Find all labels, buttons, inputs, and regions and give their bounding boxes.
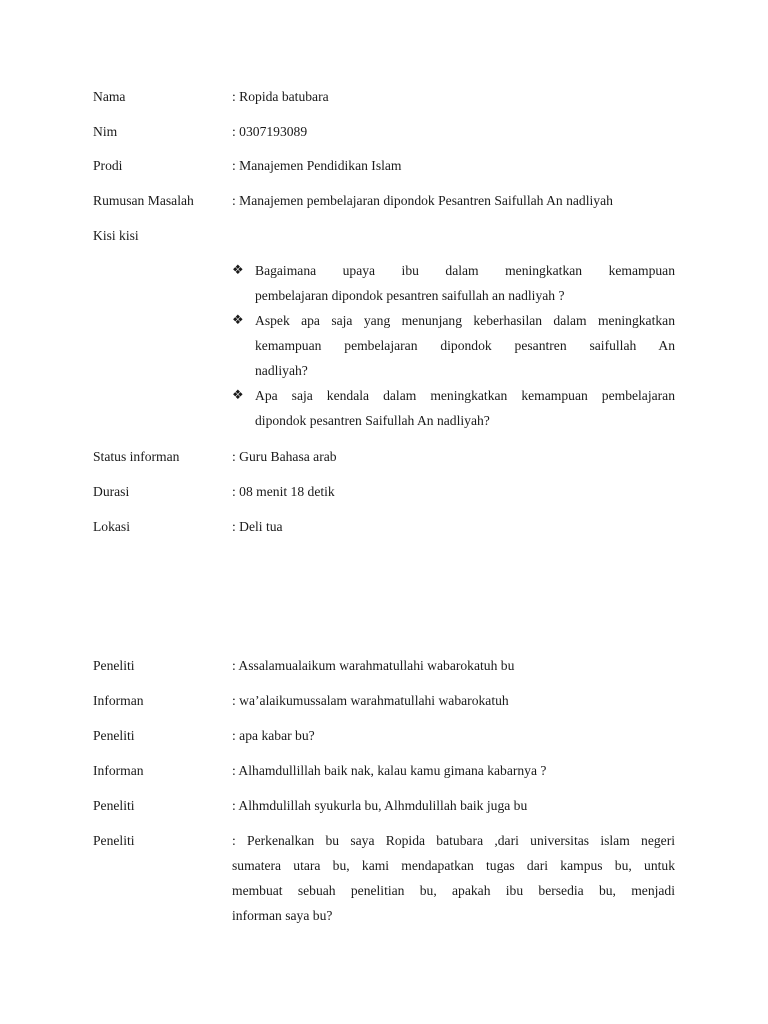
speaker-label: Peneliti: [93, 798, 135, 813]
list-item-line: nadliyah?: [255, 363, 308, 378]
field-status-informan: [93, 444, 675, 469]
diamond-bullet-icon: ❖: [232, 263, 244, 278]
field-value: : Manajemen Pendidikan Islam: [232, 158, 402, 173]
utterance-text: : Alhamdullillah baik nak, kalau kamu gimana kabarnya ?: [232, 763, 547, 778]
speaker-label: Peneliti: [93, 728, 135, 743]
list-item: [232, 258, 675, 308]
transcript-row: [93, 793, 675, 818]
list-item-line: pembelajaran dipondok pesantren saifullah an nadliyah ?: [255, 288, 565, 303]
transcript-row: [93, 653, 675, 678]
list-item-line: kemampuan pembelajaran dipondok pesantren saifullah An: [255, 338, 675, 353]
speaker-label: Peneliti: [93, 658, 135, 673]
list-item: [232, 383, 675, 433]
field-label: Durasi: [93, 484, 130, 499]
utterance-text: : Assalamualaikum warahmatullahi wabarokatuh bu: [232, 658, 515, 673]
field-label: Prodi: [93, 158, 123, 173]
diamond-bullet-icon: ❖: [232, 313, 244, 328]
utterance-line: sumatera utara bu, kami mendapatkan tugas dari kampus bu, untuk: [232, 858, 675, 873]
field-value: : 08 menit 18 detik: [232, 484, 335, 499]
list-item-line: Aspek apa saja yang menunjang keberhasilan dalam meningkatkan: [255, 313, 675, 328]
field-label: Status informan: [93, 449, 180, 464]
field-value: : Manajemen pembelajaran dipondok Pesantren Saifullah An nadliyah: [232, 193, 613, 208]
field-durasi: [93, 479, 675, 504]
utterance-text: : wa’alaikumussalam warahmatullahi wabarokatuh: [232, 693, 509, 708]
field-rumusan-masalah: [93, 188, 675, 213]
speaker-label: Informan: [93, 763, 144, 778]
field-value: : Ropida batubara: [232, 89, 329, 104]
field-lokasi: [93, 514, 675, 539]
field-label: Kisi kisi: [93, 228, 139, 243]
field-value: : 0307193089: [232, 124, 308, 139]
field-value: : Deli tua: [232, 519, 283, 534]
field-nama: [93, 84, 675, 109]
field-label: Nama: [93, 89, 126, 104]
field-value: : Guru Bahasa arab: [232, 449, 337, 464]
transcript-row: [93, 758, 675, 783]
field-label: Rumusan Masalah: [93, 193, 194, 208]
speaker-label: Peneliti: [93, 833, 135, 848]
list-item-line: Apa saja kendala dalam meningkatkan kemampuan pembelajaran: [255, 388, 675, 403]
diamond-bullet-icon: ❖: [232, 388, 244, 403]
transcript-row: [93, 723, 675, 748]
utterance-text: : Alhmdulillah syukurla bu, Alhmdulillah baik juga bu: [232, 798, 528, 813]
field-kisi-kisi: [93, 223, 675, 248]
utterance-line: : Perkenalkan bu saya Ropida batubara ,dari universitas islam negeri: [232, 833, 675, 848]
utterance-line: informan saya bu?: [232, 908, 333, 923]
speaker-label: Informan: [93, 693, 144, 708]
utterance-line: membuat sebuah penelitian bu, apakah ibu bersedia bu, menjadi: [232, 883, 675, 898]
list-item-line: dipondok pesantren Saifullah An nadliyah?: [255, 413, 490, 428]
field-label: Lokasi: [93, 519, 130, 534]
field-prodi: [93, 153, 675, 178]
list-item: [232, 308, 675, 383]
field-label: Nim: [93, 124, 118, 139]
list-item-line: Bagaimana upaya ibu dalam meningkatkan kemampuan: [255, 263, 675, 278]
kisi-kisi-list: [232, 258, 675, 433]
utterance-text: : apa kabar bu?: [232, 728, 315, 743]
utterance-text: [232, 828, 675, 928]
transcript-row: [93, 688, 675, 713]
field-nim: [93, 119, 675, 144]
